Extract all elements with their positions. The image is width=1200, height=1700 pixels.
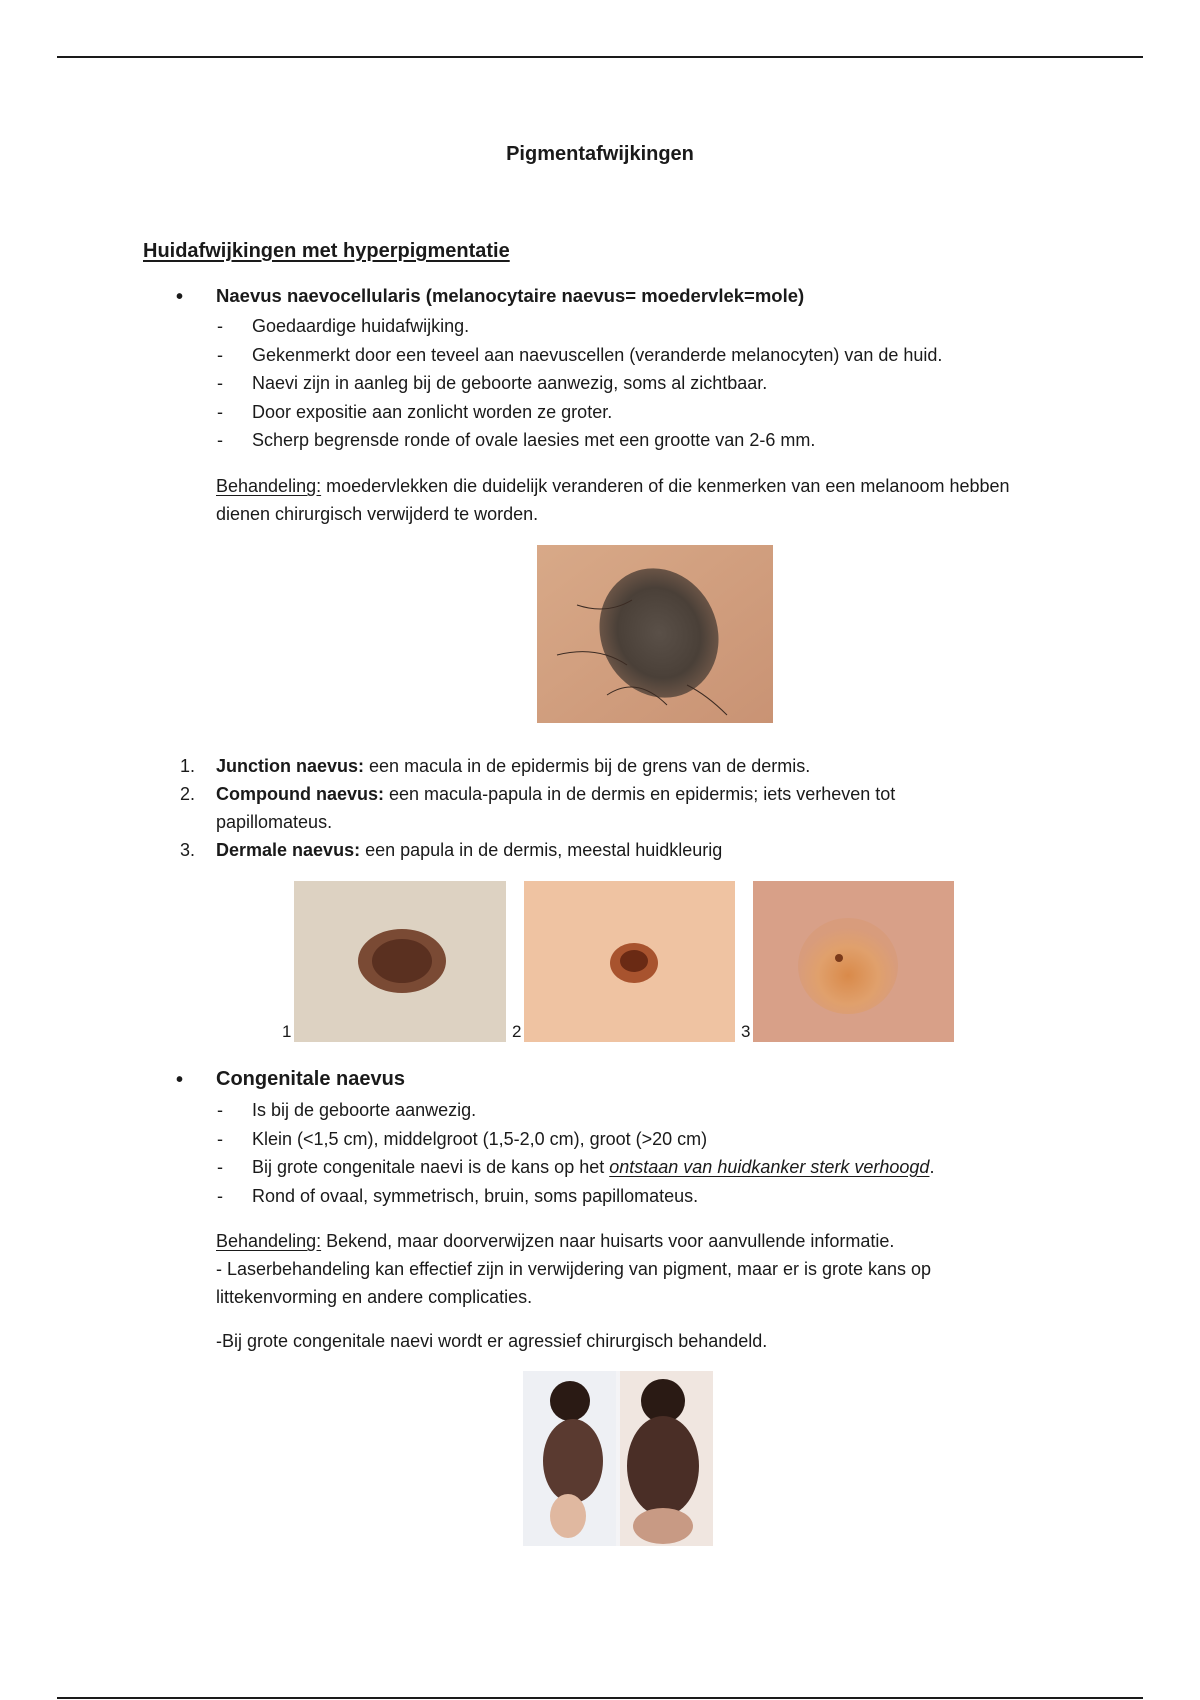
photo-label-3: 3 xyxy=(741,1022,751,1041)
congenital-heading: Congenitale naevus xyxy=(216,1068,405,1090)
compound-naevus-photo xyxy=(524,881,735,1042)
naevus-heading: Naevus naevocellularis (melanocytaire naevus= moedervlek=mole) xyxy=(216,285,805,306)
bullet-icon: • xyxy=(176,286,184,308)
page-title: Pigmentafwijkingen xyxy=(506,143,694,165)
photo-label-2: 2 xyxy=(512,1022,522,1041)
laser-treatment: - Laserbehandeling kan effectief zijn in verwijdering van pigment, maar er is grote kans op littekenvorming en andere complicaties. xyxy=(216,1259,932,1307)
list-item: 3. Dermale naevus: een papula in de dermis, meestal huidkleurig xyxy=(180,840,723,860)
junction-naevus-photo xyxy=(294,881,506,1042)
top-rule xyxy=(57,56,1143,58)
list-item: 2. Compound naevus: een macula-papula in de dermis en epidermis; iets verheven tot papillomateus. xyxy=(180,784,896,832)
congenital-treatment: Behandeling: Bekend, maar doorverwijzen naar huisarts voor aanvullende informatie. xyxy=(216,1231,895,1251)
list-item: 1. Junction naevus: een macula in de epidermis bij de grens van de dermis. xyxy=(180,756,811,776)
naevus-treatment: Behandeling: moedervlekken die duidelijk veranderen of die kenmerken van een melanoom hebben dienen chirurgisch verwijderd te worden. xyxy=(216,476,1010,524)
bullet-icon: • xyxy=(176,1069,184,1091)
naevus-types xyxy=(176,752,1016,864)
section-heading: Huidafwijkingen met hyperpigmentatie xyxy=(143,240,510,262)
photo-label-1: 1 xyxy=(282,1022,292,1041)
dermal-naevus-photo xyxy=(753,881,954,1042)
aggressive-treatment: -Bij grote congenitale naevi wordt er agressief chirurgisch behandeld. xyxy=(216,1331,768,1351)
bottom-rule xyxy=(57,1697,1143,1699)
congenital-naevus-photo xyxy=(523,1371,713,1546)
mole-photo xyxy=(537,545,773,723)
